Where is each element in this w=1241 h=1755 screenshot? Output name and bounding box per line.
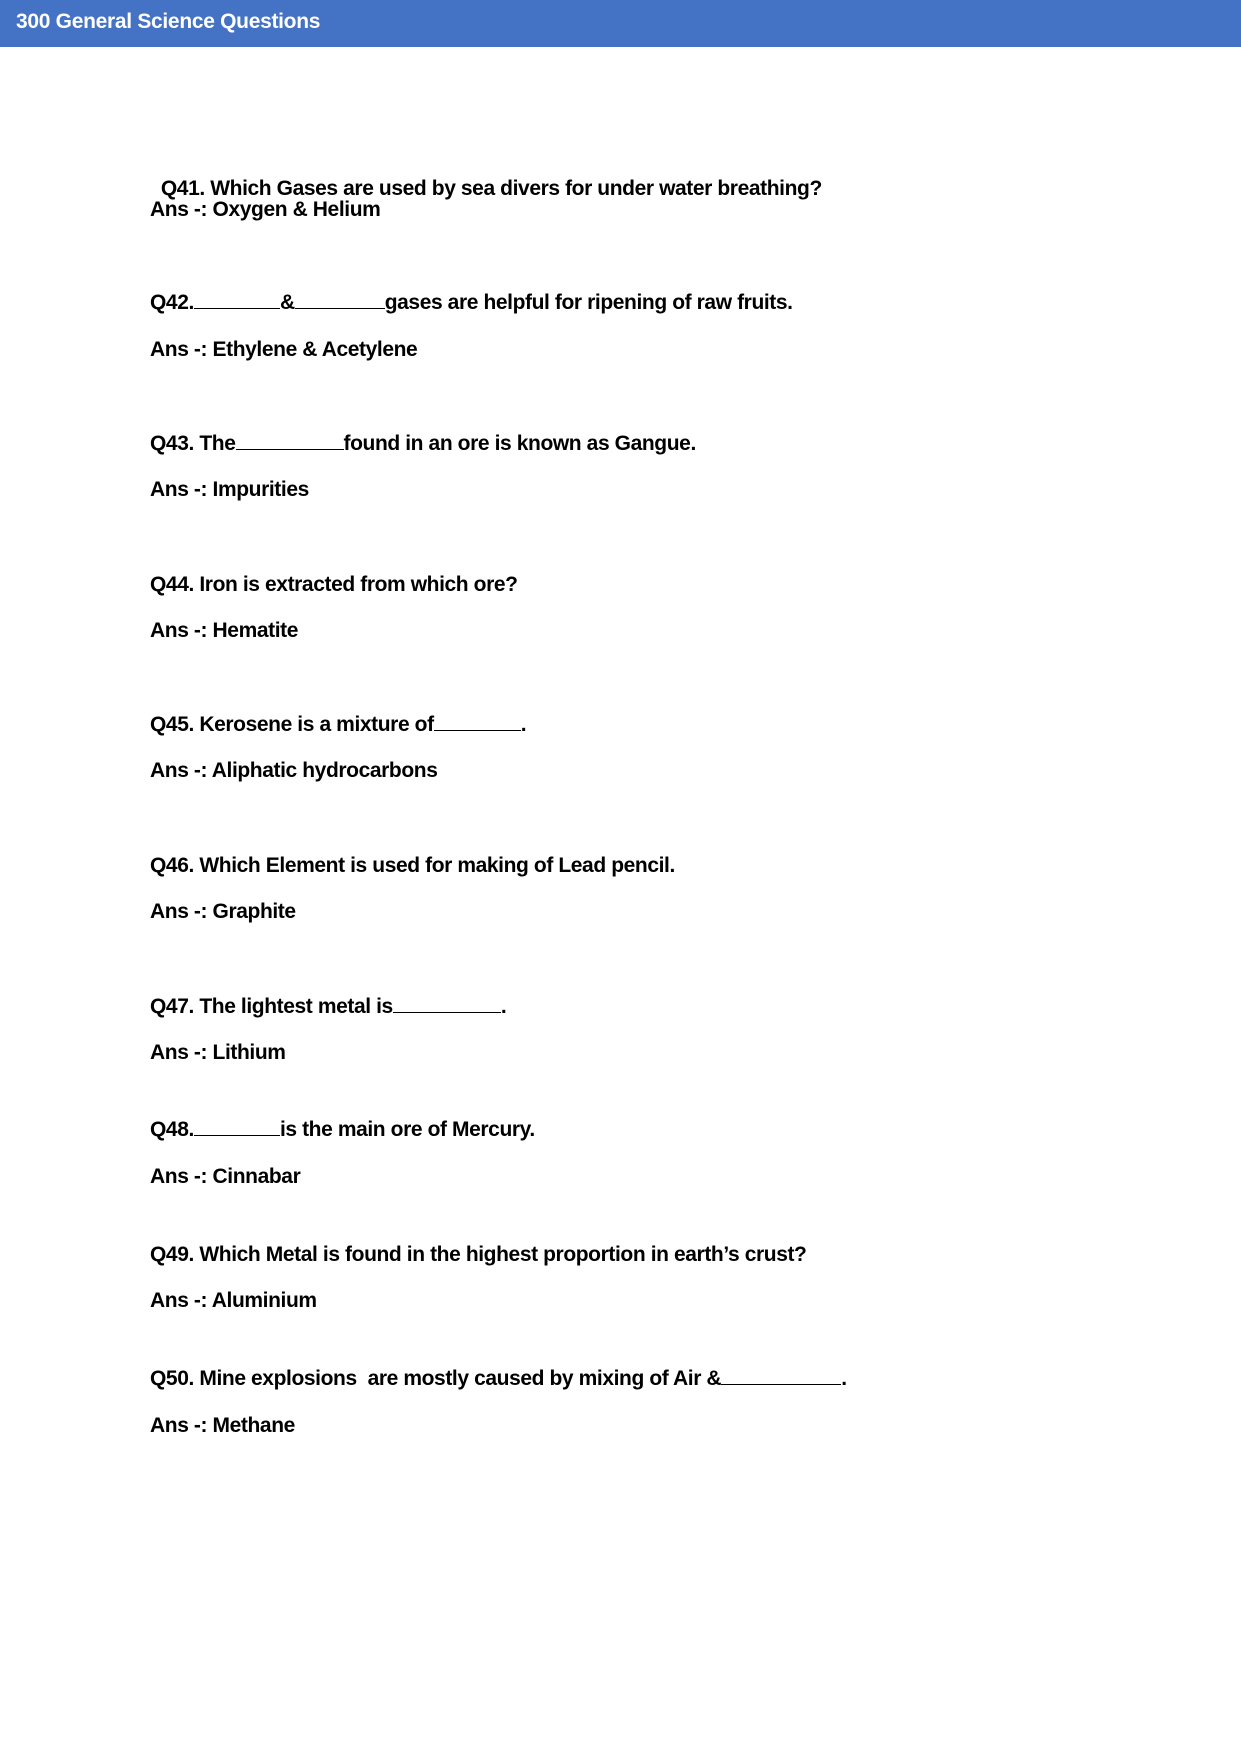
- question-49: [150, 1242, 807, 1268]
- blank-line: [721, 1366, 841, 1385]
- question-text: Q43. The: [150, 432, 236, 455]
- question-text: .: [841, 1367, 847, 1390]
- answer-49: Ans -: Aluminium: [150, 1289, 317, 1312]
- answer-50: Ans -: Methane: [150, 1414, 295, 1437]
- question-text: Q50. Mine explosions are mostly caused by mixing of Air &: [150, 1367, 722, 1390]
- answer-44: Ans -: Hematite: [150, 619, 299, 642]
- blank-line: [194, 1117, 280, 1136]
- answer-43: Ans -: Impurities: [150, 478, 309, 501]
- question-text: Q41. Which Gases are used by sea divers for under water breathing?: [160, 177, 822, 200]
- question-text: found in an ore is known as Gangue.: [343, 432, 696, 455]
- question-text: Q45. Kerosene is a mixture of: [150, 713, 434, 736]
- question-text: Q46. Which Element is used for making of Lead pencil.: [150, 854, 675, 877]
- question-text: .: [500, 995, 507, 1018]
- answer-45: Ans -: Aliphatic hydrocarbons: [150, 759, 438, 782]
- blank-line: [194, 290, 280, 309]
- question-text: .: [520, 713, 527, 736]
- question-44: [150, 572, 518, 598]
- blank-line: [434, 712, 521, 731]
- question-45: [150, 712, 526, 738]
- answer-48: Ans -: Cinnabar: [150, 1165, 301, 1188]
- question-text: Q42.: [150, 291, 194, 314]
- answer-42: Ans -: Ethylene & Acetylene: [150, 338, 418, 361]
- question-text: Q47. The lightest metal is: [150, 995, 393, 1018]
- question-text: is the main ore of Mercury.: [279, 1118, 535, 1141]
- question-text: Q44. Iron is extracted from which ore?: [150, 573, 518, 596]
- question-text: Q48.: [150, 1118, 194, 1141]
- answer-41: Ans -: Oxygen & Helium: [150, 198, 381, 221]
- question-text: gases are helpful for ripening of raw fruits.: [384, 291, 793, 314]
- question-50: [150, 1366, 847, 1392]
- header-title: 300 General Science Questions: [16, 10, 321, 33]
- question-48: [150, 1117, 535, 1143]
- answer-47: Ans -: Lithium: [150, 1041, 286, 1064]
- question-43: [150, 431, 696, 457]
- blank-line: [236, 431, 344, 450]
- page-header: [0, 0, 1241, 47]
- blank-line: [393, 994, 501, 1013]
- question-46: [150, 853, 675, 879]
- answer-46: Ans -: Graphite: [150, 900, 296, 923]
- question-text: &: [279, 291, 295, 314]
- blank-line: [295, 290, 385, 309]
- question-47: [150, 994, 506, 1020]
- question-41: [150, 150, 822, 202]
- question-text: Q49. Which Metal is found in the highest proportion in earth’s crust?: [150, 1243, 807, 1266]
- question-42: [150, 290, 793, 316]
